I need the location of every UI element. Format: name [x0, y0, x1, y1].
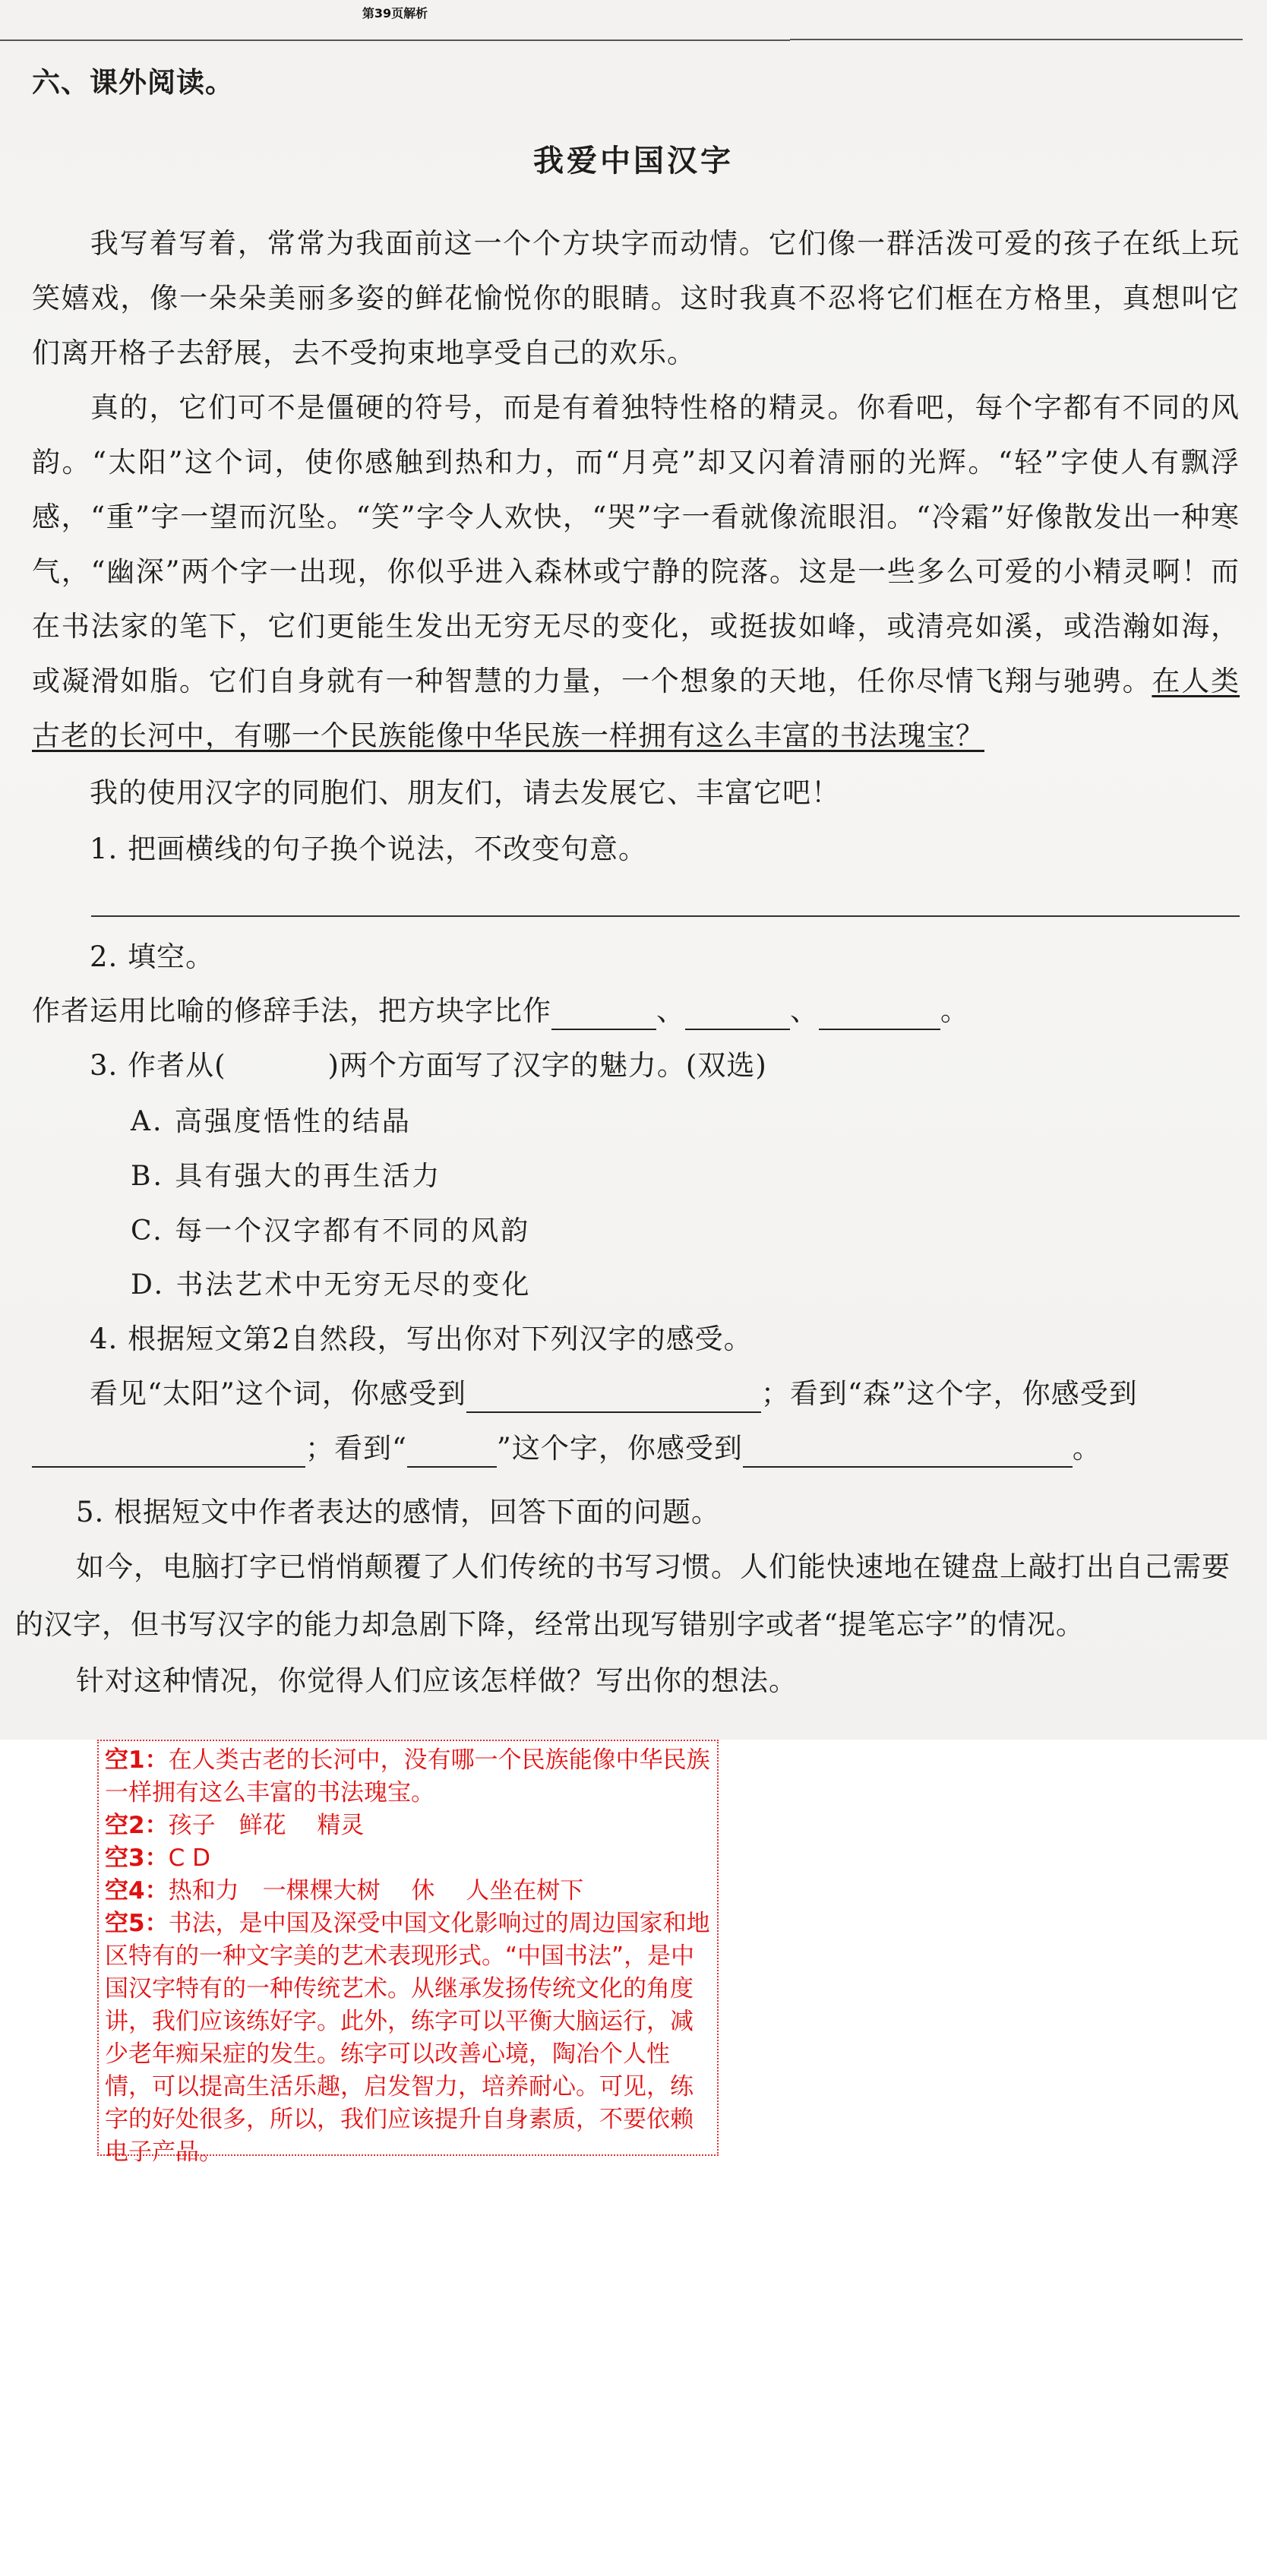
- answer-3: 空3：C D: [105, 1844, 210, 1872]
- article-paragraph-2: 真的，它们可不是僵硬的符号，而是有着独特性格的精灵。你看吧，每个字都有不同的风韵。“太阳”这个词，使你感触到热和力，而“月亮”却又闪着清丽的光辉。“轻”字使人有飘浮感，“重”字一望而沉坠。“笑”字令人欢快，“哭”字一看就像流眼泪。“冷霜”好像散发出一种寒气，“幽深”两个字一出现，你似乎进入森林或宁静的院落。这是一些多么可爱的小精灵啊！而在书法家的笔下，它们更能生发出无穷无尽的变化，或挺拔如峰，或清亮如溪，或浩瀚如海，或凝滑如脂。它们自身就有一种智慧的力量，一个想象的天地，任你尽情飞翔与驰骋。在人类古老的长河中，有哪一个民族能像中华民族一样拥有这么丰富的书法瑰宝？: [32, 391, 1240, 752]
- answer-2: 空2：孩子 鲜花 精灵: [105, 1812, 365, 1839]
- article-paragraph-1: 我写着写着，常常为我面前这一个个方块字而动情。它们像一群活泼可爱的孩子在纸上玩笑嬉戏，像一朵朵美丽多姿的鲜花愉悦你的眼睛。这时我真不忍将它们框在方格里，真想叫它们离开格子去舒展，去不受拘束地享受自己的欢乐。: [32, 227, 1240, 369]
- blank-3[interactable]: [819, 1001, 940, 1030]
- question-1-answer-line: [91, 915, 1240, 917]
- question-2: 2. 填空。: [90, 940, 215, 973]
- question-4-line-1: 看见“太阳”这个词，你感受到 ；看到“森”这个字，你感受到: [90, 1375, 1138, 1413]
- blank-character[interactable]: [407, 1439, 497, 1468]
- answer-box: [97, 1740, 719, 2166]
- article-paragraph-3: 我的使用汉字的同胞们、朋友们，请去发展它、丰富它吧！: [90, 776, 840, 809]
- answer-4: 空4：热和力 一棵棵大树 休 人坐在树下: [105, 1877, 584, 1904]
- question-5: 5. 根据短文中作者表达的感情，回答下面的问题。: [76, 1496, 721, 1528]
- question-4: 4. 根据短文第2自然段，写出你对下列汉字的感受。: [90, 1323, 753, 1355]
- blank-2[interactable]: [685, 1001, 790, 1030]
- blank-1[interactable]: [551, 1001, 656, 1030]
- option-d[interactable]: D. 书法艺术中无穷无尽的变化: [131, 1269, 532, 1301]
- page-header-title: 第39页解析: [362, 6, 428, 21]
- blank-taiyang[interactable]: [466, 1384, 761, 1413]
- header-divider: [790, 39, 1243, 40]
- question-3: 3. 作者从( )两个方面写了汉字的魅力。(双选): [90, 1049, 767, 1082]
- question-1: 1. 把画横线的句子换个说法，不改变句意。: [90, 833, 648, 865]
- section-title: 六、课外阅读。: [32, 65, 234, 99]
- option-c[interactable]: C. 每一个汉字都有不同的风韵: [131, 1215, 531, 1247]
- answer-5: 空5：书法，是中国及深受中国文化影响过的周边国家和地区特有的一种文字美的艺术表现形式。“中国书法”，是中国汉字特有的一种传统艺术。从继承发扬传统文化的角度讲，我们应该练好字。此外，练字可以平衡大脑运行，减少老年痴呆症的发生。练字可以改善心境，陶冶个人性情，可以提高生活乐趣，启发智力，培养耐心。可见，练字的好处很多，所以，我们应该提升自身素质，不要依赖电子产品。: [105, 1910, 710, 2166]
- question-4-line-2: ；看到“ ”这个字，你感受到 。: [32, 1430, 1101, 1468]
- page-header: [0, 0, 790, 41]
- question-5-context: 如今，电脑打字已悄悄颠覆了人们传统的书写习惯。人们能快速地在键盘上敲打出自己需要的汉字，但书写汉字的能力却急剧下降，经常出现写错别字或者“提笔忘字”的情况。: [15, 1550, 1231, 1641]
- option-a[interactable]: A. 高强度悟性的结晶: [131, 1106, 412, 1137]
- underlined-sentence: 在人类古老的长河中，有哪一个民族能像中华民族一样拥有这么丰富的书法瑰宝？: [32, 665, 1240, 752]
- article-title: 我爱中国汉字: [533, 143, 734, 179]
- blank-sen[interactable]: [32, 1439, 305, 1468]
- option-b[interactable]: B. 具有强大的再生活力: [131, 1161, 442, 1192]
- question-2-fill-in: 作者运用比喻的修辞手法，把方块字比作 、 、 。: [32, 992, 969, 1030]
- answer-1: 空1：在人类古老的长河中，没有哪一个民族能像中华民族一样拥有这么丰富的书法瑰宝。: [105, 1746, 710, 1806]
- question-5-prompt: 针对这种情况，你觉得人们应该怎样做？写出你的想法。: [76, 1664, 798, 1697]
- blank-character-feeling[interactable]: [743, 1439, 1073, 1468]
